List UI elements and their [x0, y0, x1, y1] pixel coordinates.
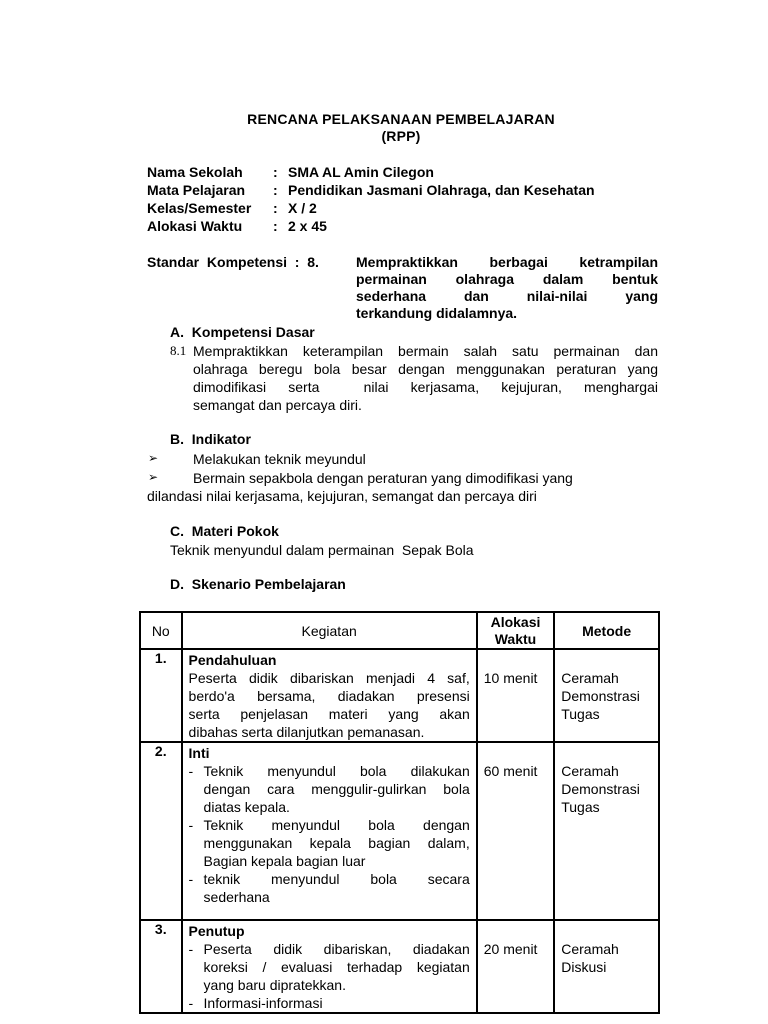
row-text-line: Peserta didik dibariskan, diadakan [203, 941, 470, 957]
row-text-line: diatas kepala. [203, 799, 290, 815]
standar-kompetensi-text [356, 254, 658, 322]
sk-line: Mempraktikkan berbagai ketrampilan [356, 254, 658, 270]
row-text-line: dengan cara menggulir-gulirkan bola [203, 781, 470, 797]
row-text-line: teknik menyundul bola secara [203, 871, 470, 887]
table-row [140, 920, 659, 1013]
kd-line: semangat dan percaya diri. [193, 397, 362, 413]
row-waktu [477, 920, 554, 1013]
dash-bullet: - [188, 763, 194, 779]
row-waktu [477, 742, 554, 920]
row-number: 1. [140, 649, 182, 742]
info-colon: : [273, 182, 278, 198]
kompetensi-dasar-number: 8.1 [170, 343, 187, 358]
skenario-table [139, 611, 660, 1014]
metode-item: Diskusi [561, 959, 607, 975]
row-text-line: Teknik menyundul bola dengan [203, 817, 470, 833]
kd-line: dimodifikasi serta nilai kerjasama, kejujuran, menghargai [193, 379, 658, 395]
dash-bullet: - [188, 941, 194, 957]
info-colon: : [273, 200, 278, 216]
row-number: 3. [140, 920, 182, 1013]
info-label-subject: Mata Pelajaran [147, 182, 246, 198]
info-colon: : [273, 164, 278, 180]
dash-bullet: - [188, 871, 194, 887]
row-title: Inti [188, 745, 210, 761]
info-colon: : [273, 218, 278, 234]
metode-item: Ceramah [561, 941, 619, 957]
row-title: Pendahuluan [188, 652, 277, 668]
arrow-bullet-icon: ➢ [148, 470, 159, 484]
row-text-line: Bagian kepala bagian luar [203, 853, 366, 869]
row-text-line: menggunakan kepala bagian dalam, [203, 835, 470, 851]
table-row [140, 649, 659, 742]
indikator-item: Bermain sepakbola dengan peraturan yang dimodifikasi yang [193, 470, 573, 486]
row-title: Penutup [188, 923, 245, 939]
metode-item: Tugas [561, 706, 600, 722]
row-text-line: Teknik menyundul bola dilakukan [203, 763, 470, 779]
column-header-kegiatan: Kegiatan [182, 612, 477, 649]
sk-line: permainan olahraga dalam bentuk [356, 271, 658, 287]
row-text-line: berdo'a bersama, diadakan presensi [188, 688, 470, 704]
row-text-line: dibahas serta dilanjutkan pemanasan. [188, 724, 425, 740]
table-row [140, 742, 659, 920]
row-text-line: sederhana [203, 889, 270, 905]
arrow-bullet-icon: ➢ [148, 451, 159, 465]
info-value-school: SMA AL Amin Cilegon [288, 164, 434, 180]
indikator-heading: B. Indikator [170, 431, 251, 447]
metode-item: Tugas [561, 799, 600, 815]
dash-bullet: - [188, 995, 194, 1011]
document-subtitle: (RPP) [381, 128, 421, 144]
dash-bullet: - [188, 817, 194, 833]
column-header-alokasi [477, 612, 554, 649]
column-header-no: No [140, 612, 182, 649]
sk-line: terkandung didalamnya. [356, 305, 518, 321]
table-header-row [140, 612, 659, 649]
row-waktu-text: 60 menit [483, 763, 538, 779]
list-item [189, 816, 470, 870]
row-text-line: Informasi-informasi [203, 995, 323, 1011]
materi-pokok-text: Teknik menyundul dalam permainan Sepak Bola [170, 542, 474, 558]
info-label-class: Kelas/Semester [147, 200, 252, 216]
info-value-time: 2 x 45 [288, 218, 327, 234]
info-label-time: Alokasi Waktu [147, 218, 243, 234]
metode-item: Demonstrasi [561, 781, 640, 797]
row-text-line: Peserta didik dibariskan menjadi 4 saf, [188, 670, 470, 686]
row-metode [554, 920, 659, 1013]
standar-kompetensi-label: Standar Kompetensi : 8. [147, 254, 319, 270]
info-value-class: X / 2 [288, 200, 317, 216]
row-kegiatan [182, 649, 477, 742]
info-label-school: Nama Sekolah [147, 164, 243, 180]
row-text-line: koreksi / evaluasi terhadap kegiatan [203, 959, 470, 975]
info-value-subject: Pendidikan Jasmani Olahraga, dan Kesehatan [288, 182, 595, 198]
materi-pokok-heading: C. Materi Pokok [170, 523, 279, 539]
column-header-alokasi-line2: Waktu [494, 630, 537, 647]
row-waktu-text: 20 menit [483, 941, 538, 957]
row-number: 2. [140, 742, 182, 920]
metode-item: Ceramah [561, 763, 619, 779]
row-text-line: yang baru dipratekkan. [203, 977, 346, 993]
list-item [189, 994, 470, 1012]
row-kegiatan [182, 920, 477, 1013]
row-waktu [477, 649, 554, 742]
sk-line: sederhana dan nilai-nilai yang [356, 288, 658, 304]
skenario-heading: D. Skenario Pembelajaran [170, 576, 346, 592]
column-header-alokasi-line1: Alokasi [490, 613, 541, 630]
kompetensi-dasar-heading: A. Kompetensi Dasar [170, 324, 315, 340]
metode-item: Ceramah [561, 670, 619, 686]
list-item [189, 762, 470, 816]
kompetensi-dasar-text [193, 342, 658, 414]
indikator-item: Melakukan teknik meyundul [193, 451, 366, 467]
metode-item: Demonstrasi [561, 688, 640, 704]
kd-line: olahraga beregu bola besar dengan menggunakan peraturan yang [193, 361, 658, 377]
row-waktu-text: 10 menit [483, 670, 538, 686]
kd-line: Mempraktikkan keterampilan bermain salah satu permainan dan [193, 343, 658, 359]
list-item [189, 870, 470, 906]
row-text-line: serta penjelasan materi yang akan [188, 706, 470, 722]
row-metode [554, 649, 659, 742]
indikator-item-continuation: dilandasi nilai kerjasama, kejujuran, semangat dan percaya diri [147, 488, 537, 504]
document-title: RENCANA PELAKSANAAN PEMBELAJARAN [247, 111, 555, 127]
column-header-metode: Metode [554, 612, 659, 649]
row-metode [554, 742, 659, 920]
row-kegiatan [182, 742, 477, 920]
list-item [189, 940, 470, 994]
